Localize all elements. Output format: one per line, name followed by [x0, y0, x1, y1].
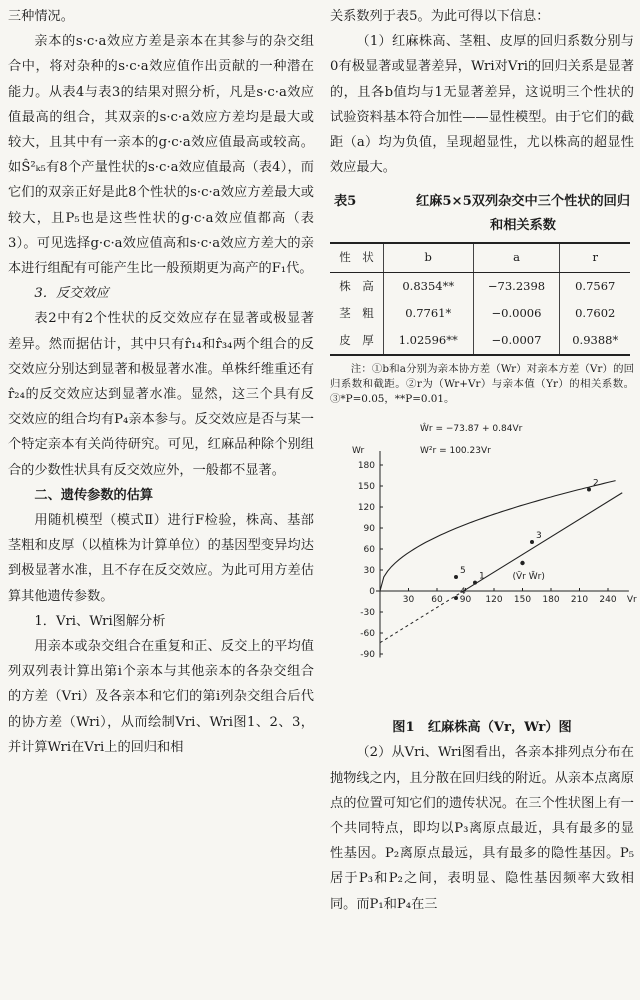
- cell-b: 0.7761*: [383, 300, 473, 327]
- header-trait: 性 状: [330, 243, 383, 272]
- table-title: 红麻5×5双列杂交中三个性状的回归和相关系数: [415, 194, 631, 234]
- figure-1-vr-wr-plot: [330, 413, 637, 713]
- mean-point-label: (V̄r W̄r): [512, 572, 545, 583]
- paragraph-continuation: 关系数列于表5。为此可得以下信息：: [330, 9, 550, 24]
- table-note: 注：①b和a分别为亲本协方差（Wr）对亲本方差（Vr）的回归系数和截距。②r为（Wr+Vr）与亲本值（Yr）的相关系数。③*P=0.05，**P=0.01。: [330, 363, 634, 406]
- paragraph-random-model: 用随机模型（模式Ⅱ）进行F检验，株高、基部茎粗和皮厚（以植株为计算单位）的基因型变异均达到极显著水准，且不存在反交效应。为此可用方差估算其他遗传参数。: [8, 513, 314, 604]
- x-tick-label: 240: [599, 595, 617, 606]
- table-row: [330, 300, 630, 327]
- cell-b: 1.02596**: [383, 327, 473, 355]
- section-heading-genetic-parameters: 二、遗传参数的估算: [34, 487, 154, 503]
- y-tick-label: -90: [360, 650, 375, 661]
- parent-point: [454, 596, 458, 600]
- table-5: [330, 242, 630, 356]
- intro-line: 三种情况。: [8, 9, 74, 24]
- y-axis-label: Wr: [352, 446, 365, 457]
- y-tick-label: -30: [360, 608, 375, 619]
- table-header-row: [330, 243, 630, 272]
- x-tick-label: 180: [542, 595, 560, 606]
- y-tick-label: 60: [363, 545, 375, 556]
- parent-point: [454, 575, 458, 579]
- left-column: [8, 4, 314, 760]
- parabola-equation: W²r = 100.23Vr: [420, 446, 491, 457]
- cell-trait: 茎 粗: [339, 305, 374, 320]
- paragraph-info-2: （2）从Vri、Wri图看出，各亲本排列点分布在抛物线之内，且分散在回归线的附近。从亲本点离原点的位置可知它们的遗传状况。在三个性状图上有一个共同特点，即均以P₃离原点最近，具有最多的显性基因。P₂离原点最远，具有最多的隐性基因。P₅居于P₃和P₂之间，表明显、隐性基因频率大致相同。而P₁和P₄在三: [330, 745, 634, 912]
- cell-r: 0.7602: [560, 300, 630, 327]
- y-tick-label: 180: [357, 461, 375, 472]
- paragraph-sca-variance: 亲本的s·c·a效应方差是亲本在其参与的杂交组合中，将对杂种的s·c·a效应值作出贡献的一种潜在能力。从表4与表3的结果对照分析，凡是s·c·a效应值最高的组合，其双亲的s·c·a效应方差均是最大或较大，且其中有一亲本的g·c·a效应值最高或较高。如Ŝ²ₖ₅有8个产量性状的s·c·a效应值最高（表4），而它们的双亲正好是此8个性状的s·c·a效应方差最大或较大，且P₅也是这些性状的g·c·a效应值都高（表3）。可见选择g·c·a效应值高和s·c·a效应方差大的亲本进行组配有可能产生比一般预期更为高产的F₁代。: [8, 34, 314, 277]
- figure-caption: 图1 红麻株高（Vr，Wr）图: [392, 720, 572, 736]
- table-row: [330, 272, 630, 300]
- regression-line-dashed: [380, 591, 464, 643]
- cell-r: 0.9388*: [560, 327, 630, 355]
- x-tick-label: 30: [402, 595, 415, 606]
- parent-point: [473, 581, 477, 585]
- right-column: [330, 4, 637, 917]
- y-tick-label: -60: [360, 629, 375, 640]
- parent-point-label: 5: [460, 566, 466, 577]
- paragraph-reverse-effect: 表2中有2个性状的反交效应存在显著或极显著差异。然而据估计，其中只有r̂₁₄和r̂₃₄两个组合的反交效应分别达到显著和极显著水准。单株纤维重还有r̂₂₄的反交效应达到显著水准。显然，这三个具有反交效应的组合均有P₄亲本参与。反交效应是否与某一个特定亲本有关尚待研究。可见，红麻品种除个别组合的少数性状具有反交效应外，一般都不显著。: [8, 311, 314, 478]
- parent-point-label: 2: [593, 478, 599, 489]
- x-tick-label: 210: [570, 595, 589, 606]
- x-tick-label: 120: [485, 595, 503, 606]
- parent-point-label: 3: [536, 531, 542, 542]
- cell-a: −0.0006: [473, 300, 560, 327]
- parent-point-label: 4: [460, 587, 466, 598]
- y-tick-label: 150: [357, 482, 375, 493]
- y-tick-label: 0: [369, 587, 375, 598]
- parent-point: [587, 488, 591, 492]
- y-tick-label: 30: [363, 566, 375, 577]
- mean-point: [520, 561, 524, 565]
- table-row: [330, 327, 630, 355]
- cell-trait: 株 高: [339, 278, 374, 293]
- table-caption: [330, 190, 634, 238]
- y-tick-label: 90: [363, 524, 375, 535]
- x-tick-label: 90: [459, 595, 472, 606]
- parent-point-label: 1: [479, 571, 485, 582]
- header-a: a: [473, 243, 560, 272]
- paragraph-info-1: （1）红麻株高、茎粗、皮厚的回归系数分别与0有极显著或显著差异，Wri对Vri的回归关系是显著的，且各b值均与1无显著差异，这说明三个性状的试验资料基本符合加性——显性模型。由于它们的截距（a）均为负值，呈现超显性，尤以株高的超显性效应最大。: [330, 34, 634, 176]
- figure-axes: [358, 451, 629, 660]
- cell-a: −0.0007: [473, 327, 560, 355]
- header-b: b: [383, 243, 473, 272]
- header-r: r: [560, 243, 630, 272]
- heading-vr-wr-analysis: 1．Vri、Wri图解分析: [34, 613, 166, 629]
- cell-trait: 皮 厚: [330, 327, 383, 355]
- x-tick-label: 60: [431, 595, 443, 606]
- y-tick-label: 120: [357, 503, 375, 514]
- paragraph-vr-wr-method: 用亲本或杂交组合在重复和正、反交上的平均值列双列表计算出第i个亲本与其他亲本的各杂交组合的方差（Vri）及各亲本和它们的第i列杂交组合后代的协方差（Wri），从而绘制Vri、Wri图1、2、3，并计算Wri在Vri上的回归和相: [8, 639, 314, 755]
- cell-b: 0.8354**: [383, 272, 473, 300]
- heading-reverse-effect: 3．反交效应: [34, 286, 109, 302]
- parabola-curve: [380, 478, 616, 591]
- cell-r: 0.7567: [560, 272, 630, 300]
- parent-point: [530, 540, 534, 544]
- regression-equation: Ŵr = −73.87 + 0.84Vr: [420, 424, 523, 435]
- x-tick-label: 150: [513, 595, 532, 606]
- table-number: 表5: [334, 194, 357, 210]
- cell-a: −73.2398: [473, 272, 560, 300]
- x-axis-label: Vr: [626, 595, 637, 606]
